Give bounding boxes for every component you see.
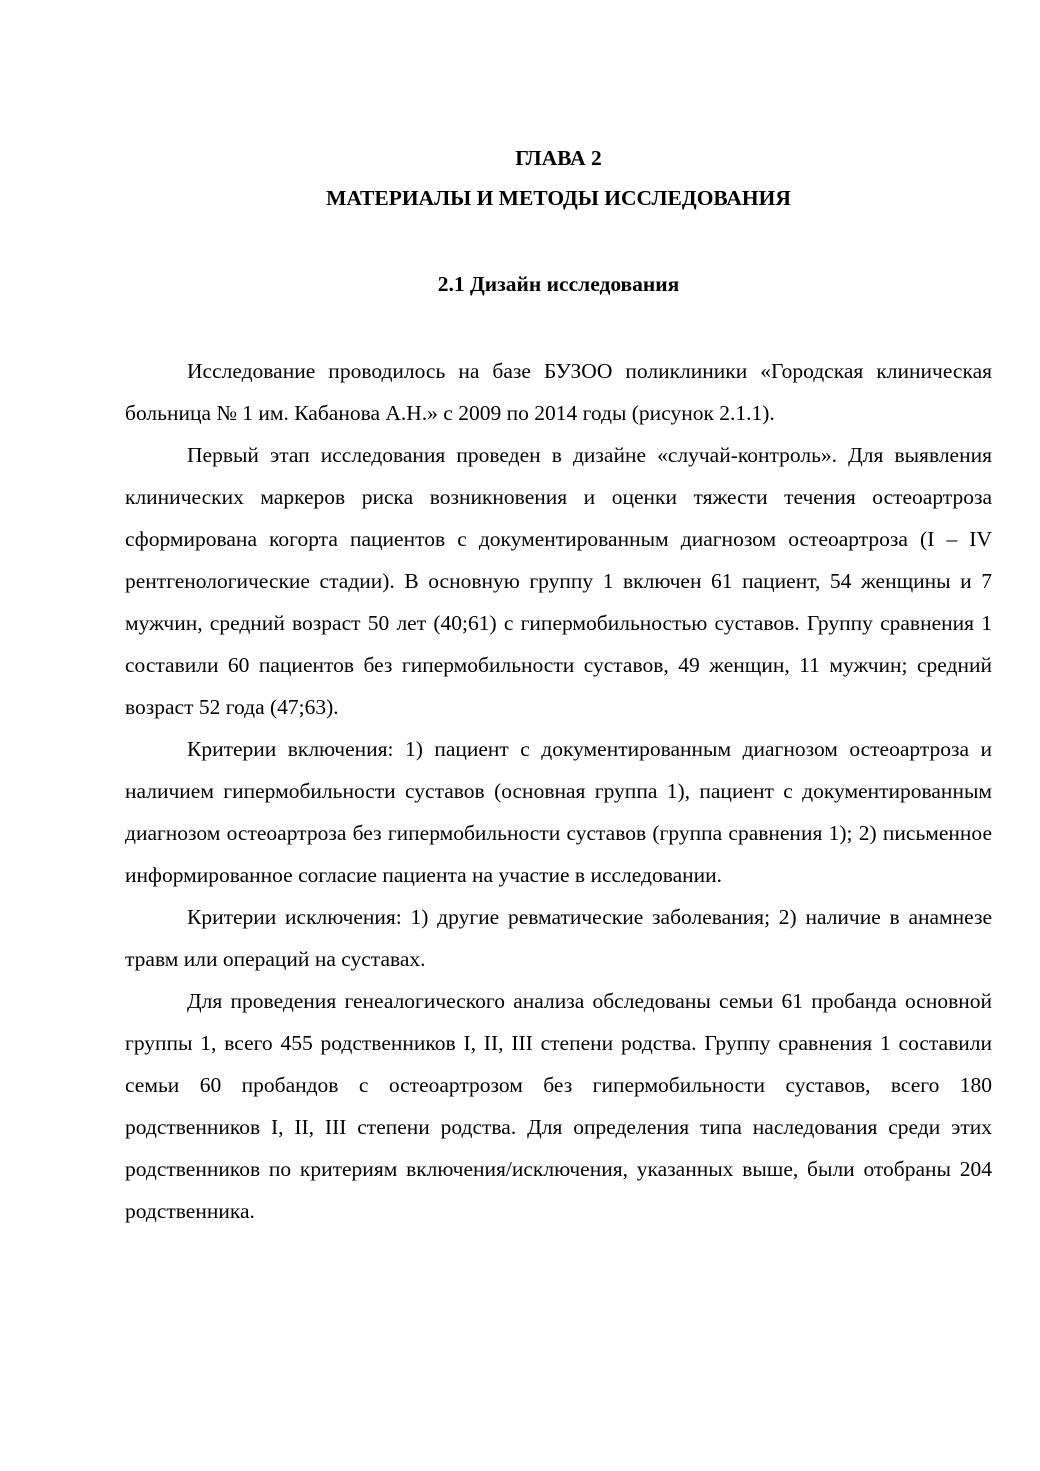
paragraph: Первый этап исследования проведен в дизайне «случай-контроль». Для выявления клинических маркеров риска возникновения и оценки тяжести течения остеоартроза сформирована когорта пациентов с документированным диагнозом остеоартроза (I – IV рентгенологические стадии). В основную группу 1 включен 61 пациент, 54 женщины и 7 мужчин, средний возраст 50 лет (40;61) с гипермобильностью суставов. Группу сравнения 1 составили 60 пациентов без гипермобильности суставов, 49 женщин, 11 мужчин; средний возраст 52 года (47;63). <box>125 443 992 719</box>
paragraph: Исследование проводилось на базе БУЗОО поликлиники «Городская клиническая больница № 1 им. Кабанова А.Н.» с 2009 по 2014 годы (рисунок 2.1.1). <box>125 359 992 425</box>
document-page <box>125 138 992 1232</box>
document-body <box>125 350 992 1232</box>
paragraph: Для проведения генеалогического анализа обследованы семьи 61 пробанда основной группы 1, всего 455 родственников I, II, III степени родства. Группу сравнения 1 составили семьи 60 пробандов с остеоартрозом без гипермобильности суставов, всего 180 родственников I, II, III степени родства. Для определения типа наследования среди этих родственников по критериям включения/исключения, указанных выше, были отобраны 204 родственника. <box>125 989 992 1223</box>
paragraph: Критерии исключения: 1) другие ревматические заболевания; 2) наличие в анамнезе травм или операций на суставах. <box>125 905 992 971</box>
section-title: 2.1 Дизайн исследования <box>437 272 680 296</box>
chapter-title: МАТЕРИАЛЫ И МЕТОДЫ ИССЛЕДОВАНИЯ <box>326 186 791 210</box>
chapter-number: ГЛАВА 2 <box>515 146 602 170</box>
paragraph: Критерии включения: 1) пациент с документированным диагнозом остеоартроза и наличием гипермобильности суставов (основная группа 1), пациент с документированным диагнозом остеоартроза без гипермобильности суставов (группа сравнения 1); 2) письменное информированное согласие пациента на участие в исследовании. <box>125 737 992 887</box>
